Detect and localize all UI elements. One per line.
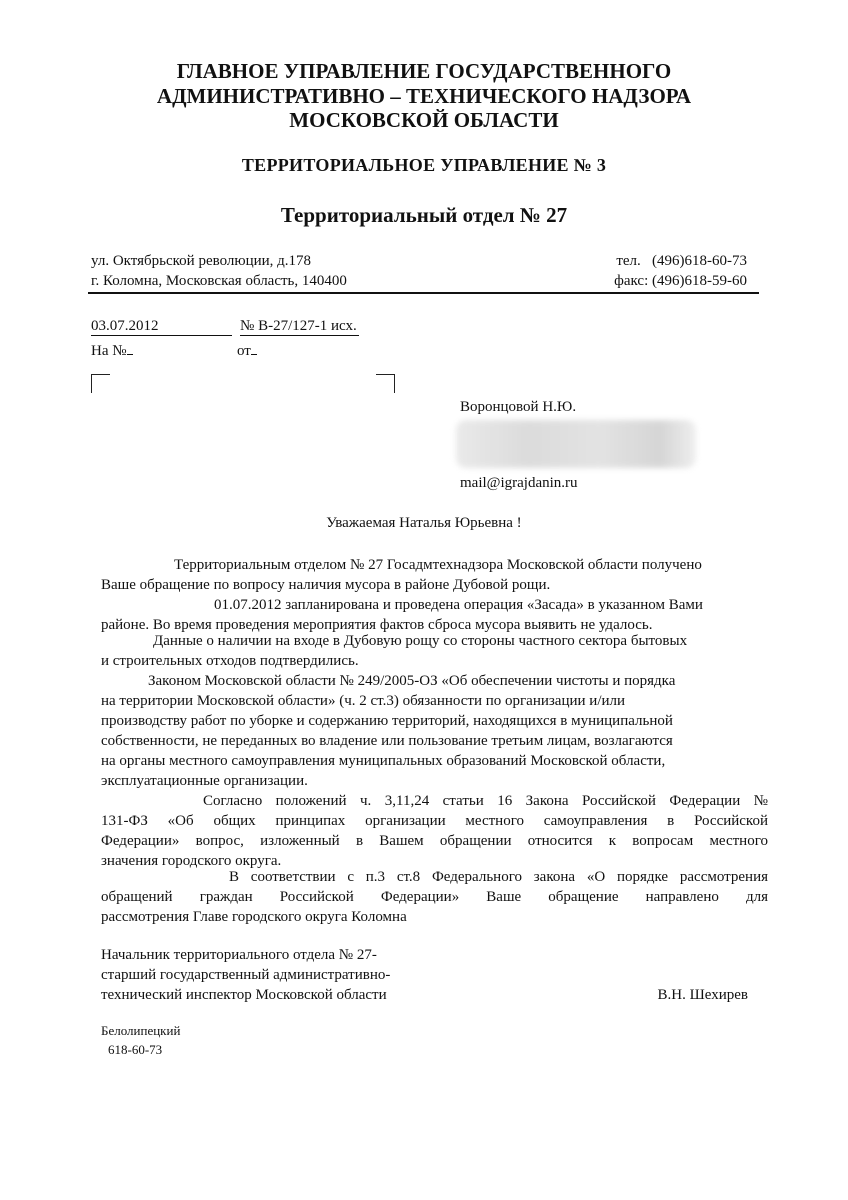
- number-sign: №: [240, 318, 255, 334]
- signatory-title-line-1: Начальник территориального отдела № 27-: [101, 947, 377, 963]
- outgoing-number: [240, 318, 359, 336]
- paragraph-line: эксплуатационные организации.: [101, 773, 308, 789]
- reference-date-blank: [251, 340, 257, 355]
- paragraph-line: районе. Во время проведения мероприятия фактов сброса мусора выявить не удалось.: [101, 617, 653, 633]
- address-street: ул. Октябрьской революции, д.178: [91, 253, 312, 269]
- paragraph-line: Территориальным отделом № 27 Госадмтехнадзора Московской области получено: [174, 557, 702, 573]
- signatory-title-line-3: технический инспектор Московской области: [101, 987, 387, 1003]
- org-name-line-3: МОСКОВСКОЙ ОБЛАСТИ: [289, 108, 559, 132]
- paragraph-line: собственности, не переданных во владение или пользование третьим лицам, возлагаются: [101, 733, 673, 749]
- reference-number: [91, 340, 133, 361]
- address-city: г. Коломна, Московская область, 140400: [91, 273, 347, 289]
- reference-number-label: На №: [91, 343, 127, 359]
- paragraph-line: рассмотрения Главе городского округа Коломна: [101, 909, 407, 925]
- paragraph-line: Ваше обращение по вопросу наличия мусора в районе Дубовой рощи.: [101, 577, 551, 593]
- paragraph-3: [101, 631, 768, 671]
- signatory-title-line-2: старший государственный административно-: [101, 967, 391, 983]
- executor-phone: 618-60-73: [108, 1042, 163, 1057]
- signatory-name: В.Н. Шехирев: [657, 987, 748, 1003]
- paragraph-line: Данные о наличии на входе в Дубовую рощу со стороны частного сектора бытовых: [153, 633, 688, 649]
- recipient-email: mail@igrajdanin.ru: [460, 475, 578, 491]
- paragraph-line: В соответствии с п.3 ст.8 Федерального закона «О порядке рассмотрения: [229, 869, 768, 885]
- paragraph-line: 131-ФЗ «Об общих принципах организации местного самоуправления в Российской: [101, 813, 768, 829]
- paragraph-1: [101, 555, 768, 595]
- org-name-line-1: ГЛАВНОЕ УПРАВЛЕНИЕ ГОСУДАРСТВЕННОГО: [176, 59, 672, 83]
- paragraph-4: [101, 671, 768, 791]
- outgoing-number-value: В-27/127-1 исх.: [258, 318, 357, 334]
- redacted-address: [456, 420, 696, 468]
- reference-date: [237, 340, 257, 361]
- paragraph-line: Законом Московской области № 249/2005-ОЗ «Об обеспечении чистоты и порядка: [148, 673, 676, 689]
- paragraph-2: [101, 595, 768, 635]
- paragraph-line: значения городского округа.: [101, 853, 282, 869]
- reference-number-blank: [127, 340, 133, 355]
- salutation: Уважаемая Наталья Юрьевна !: [326, 515, 522, 531]
- paragraph-line: обращений граждан Российской Федерации» Ваше обращение направлено для: [101, 889, 768, 905]
- paragraph-line: на территории Московской области» (ч. 2 ст.3) обязанности по организации и/или: [101, 693, 626, 709]
- fax-number: факс: (496)618-59-60: [614, 273, 747, 289]
- recipient-name: Воронцовой Н.Ю.: [460, 399, 577, 415]
- outgoing-date: 03.07.2012: [91, 318, 232, 336]
- paragraph-line: Согласно положений ч. 3,11,24 статьи 16 Закона Российской Федерации №: [203, 793, 768, 809]
- paragraph-line: производству работ по уборке и содержанию территорий, находящихся в муниципальной: [101, 713, 673, 729]
- executor-name: Белолипецкий: [101, 1023, 181, 1038]
- paragraph-line: 01.07.2012 запланирована и проведена операция «Засада» в указанном Вами: [214, 597, 703, 613]
- paragraph-6: [101, 867, 768, 927]
- paragraph-line: и строительных отходов подтвердились.: [101, 653, 359, 669]
- sub-unit-title: ТЕРРИТОРИАЛЬНОЕ УПРАВЛЕНИЕ № 3: [241, 155, 607, 175]
- paragraph-line: Федерации» вопрос, изложенный в Вашем обращении относится к вопросам местного: [101, 833, 768, 849]
- paragraph-5: [101, 791, 768, 871]
- address-corner-mark-left: [91, 374, 110, 393]
- reference-date-label: от: [237, 343, 251, 359]
- phone-number: тел. (496)618-60-73: [616, 253, 747, 269]
- org-name-line-2: АДМИНИСТРАТИВНО – ТЕХНИЧЕСКОГО НАДЗОРА: [156, 84, 692, 108]
- paragraph-line: на органы местного самоуправления муниципальных образований Московской области,: [101, 753, 666, 769]
- address-corner-mark-right: [376, 374, 395, 393]
- department-title: Территориальный отдел № 27: [280, 203, 568, 227]
- header-divider: [88, 292, 759, 294]
